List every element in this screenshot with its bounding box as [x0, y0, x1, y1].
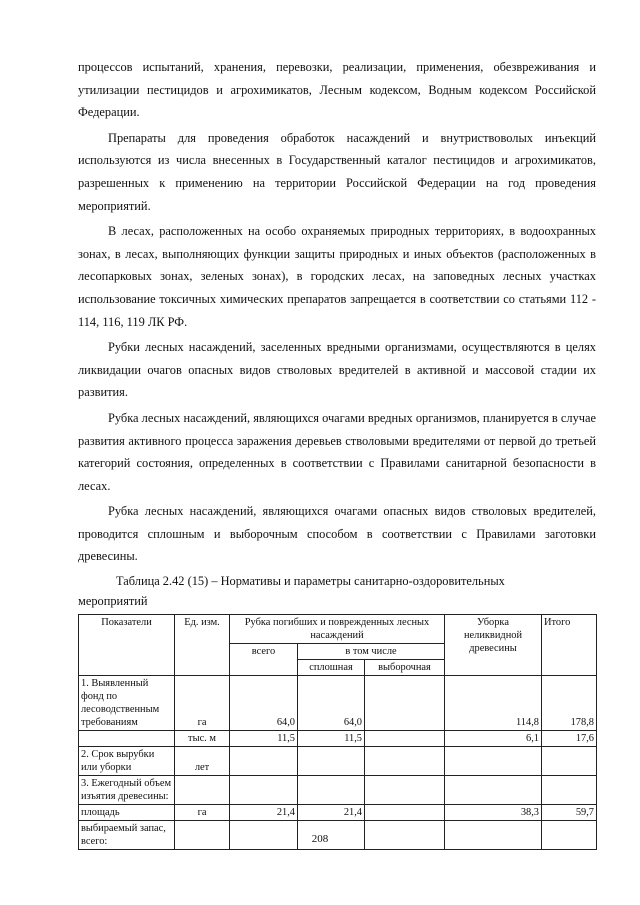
row-unit: га	[175, 676, 230, 731]
paragraph-2: Препараты для проведения обработок насаждений и внутриствоволых инъекций используются из числа внесенных в Государственный каталог пестицидов и агрохимикатов, разрешенных к применению на территории Российской Федерации на год проведения мероприятий.	[78, 130, 596, 213]
row-all	[230, 776, 298, 805]
row-cleanup: 114,8	[445, 676, 542, 731]
header-felling: Рубка погибших и поврежденных лесных насаждений	[230, 615, 445, 644]
row-label: 3. Ежегодный объем изъятия древесины:	[79, 776, 175, 805]
row-label: выбираемый запас, всего:	[79, 821, 175, 850]
norms-table	[78, 614, 597, 850]
row-cleanup	[445, 776, 542, 805]
table-row	[79, 731, 597, 747]
row-unit: тыс. м	[175, 731, 230, 747]
table-row	[79, 776, 597, 805]
header-all: всего	[230, 644, 298, 676]
row-cleanup: 38,3	[445, 805, 542, 821]
header-including: в том числе	[298, 644, 445, 660]
table-caption	[78, 571, 596, 611]
paragraph-4: Рубки лесных насаждений, заселенных вредными организмами, осуществляются в целях ликвидации очагов опасных видов стволовых вредителей в активной и массовой стадии их развития.	[78, 340, 596, 400]
row-all	[230, 747, 298, 776]
row-total: 59,7	[542, 805, 597, 821]
paragraph-1: процессов испытаний, хранения, перевозки, реализации, применения, обезвреживания и утилизации пестицидов и агрохимикатов, Лесным кодексом, Водным кодексом Российской Федерации.	[78, 60, 596, 120]
row-total: 178,8	[542, 676, 597, 731]
row-label: 2. Срок вырубки или уборки	[79, 747, 175, 776]
row-unit: га	[175, 805, 230, 821]
row-cleanup: 6,1	[445, 731, 542, 747]
row-total: 17,6	[542, 731, 597, 747]
row-all: 21,4	[230, 805, 298, 821]
row-selective	[365, 747, 445, 776]
row-selective	[365, 776, 445, 805]
header-selective: выборочная	[365, 660, 445, 676]
row-clear	[298, 776, 365, 805]
row-clear: 11,5	[298, 731, 365, 747]
row-cleanup	[445, 747, 542, 776]
row-unit	[175, 776, 230, 805]
row-selective	[365, 805, 445, 821]
row-clear: 21,4	[298, 805, 365, 821]
table-caption-line-2: мероприятий	[78, 594, 148, 609]
table-row	[79, 805, 597, 821]
table-row	[79, 676, 597, 731]
row-unit: лет	[175, 747, 230, 776]
document-page	[78, 56, 596, 850]
table-caption-line-1: Таблица 2.42 (15) – Нормативы и параметры санитарно-оздоровительных	[116, 574, 505, 589]
row-selective	[365, 676, 445, 731]
header-clear: сплошная	[298, 660, 365, 676]
row-label	[79, 731, 175, 747]
row-selective	[365, 731, 445, 747]
row-label: 1. Выявленный фонд по лесоводственным требованиям	[79, 676, 175, 731]
row-clear	[298, 747, 365, 776]
paragraph-3: В лесах, расположенных на особо охраняемых природных территориях, в водоохранных зонах, в лесах, выполняющих функции защиты природных и иных объектов (расположенных в лесопарковых зонах, зеленых зонах), в городских лесах, на заповедных лесных участках использование токсичных химических препаратов запрещается в соответствии со статьями 112 - 114, 116, 119 ЛК РФ.	[78, 224, 596, 329]
row-all: 64,0	[230, 676, 298, 731]
header-total: Итого	[542, 615, 597, 676]
paragraph-5: Рубка лесных насаждений, являющихся очагами вредных организмов, планируется в случае развития активного процесса заражения деревьев стволовыми вредителями от первой до третьей категорий состояния, определенных в соответствии с Правилами санитарной безопасности в лесах.	[78, 410, 596, 493]
header-cleanup: Уборка неликвидной древесины	[445, 615, 542, 676]
row-total	[542, 776, 597, 805]
paragraph-6: Рубка лесных насаждений, являющихся очагами опасных видов стволовых вредителей, проводится сплошным и выборочным способом в соответствии с Правилами заготовки древесины.	[78, 504, 596, 564]
header-indicators: Показатели	[79, 615, 175, 676]
header-unit: Ед. изм.	[175, 615, 230, 676]
table-header-row	[79, 615, 597, 644]
page-number: 208	[311, 833, 329, 845]
table-row	[79, 747, 597, 776]
row-label: площадь	[79, 805, 175, 821]
row-total	[542, 747, 597, 776]
row-clear: 64,0	[298, 676, 365, 731]
row-all: 11,5	[230, 731, 298, 747]
